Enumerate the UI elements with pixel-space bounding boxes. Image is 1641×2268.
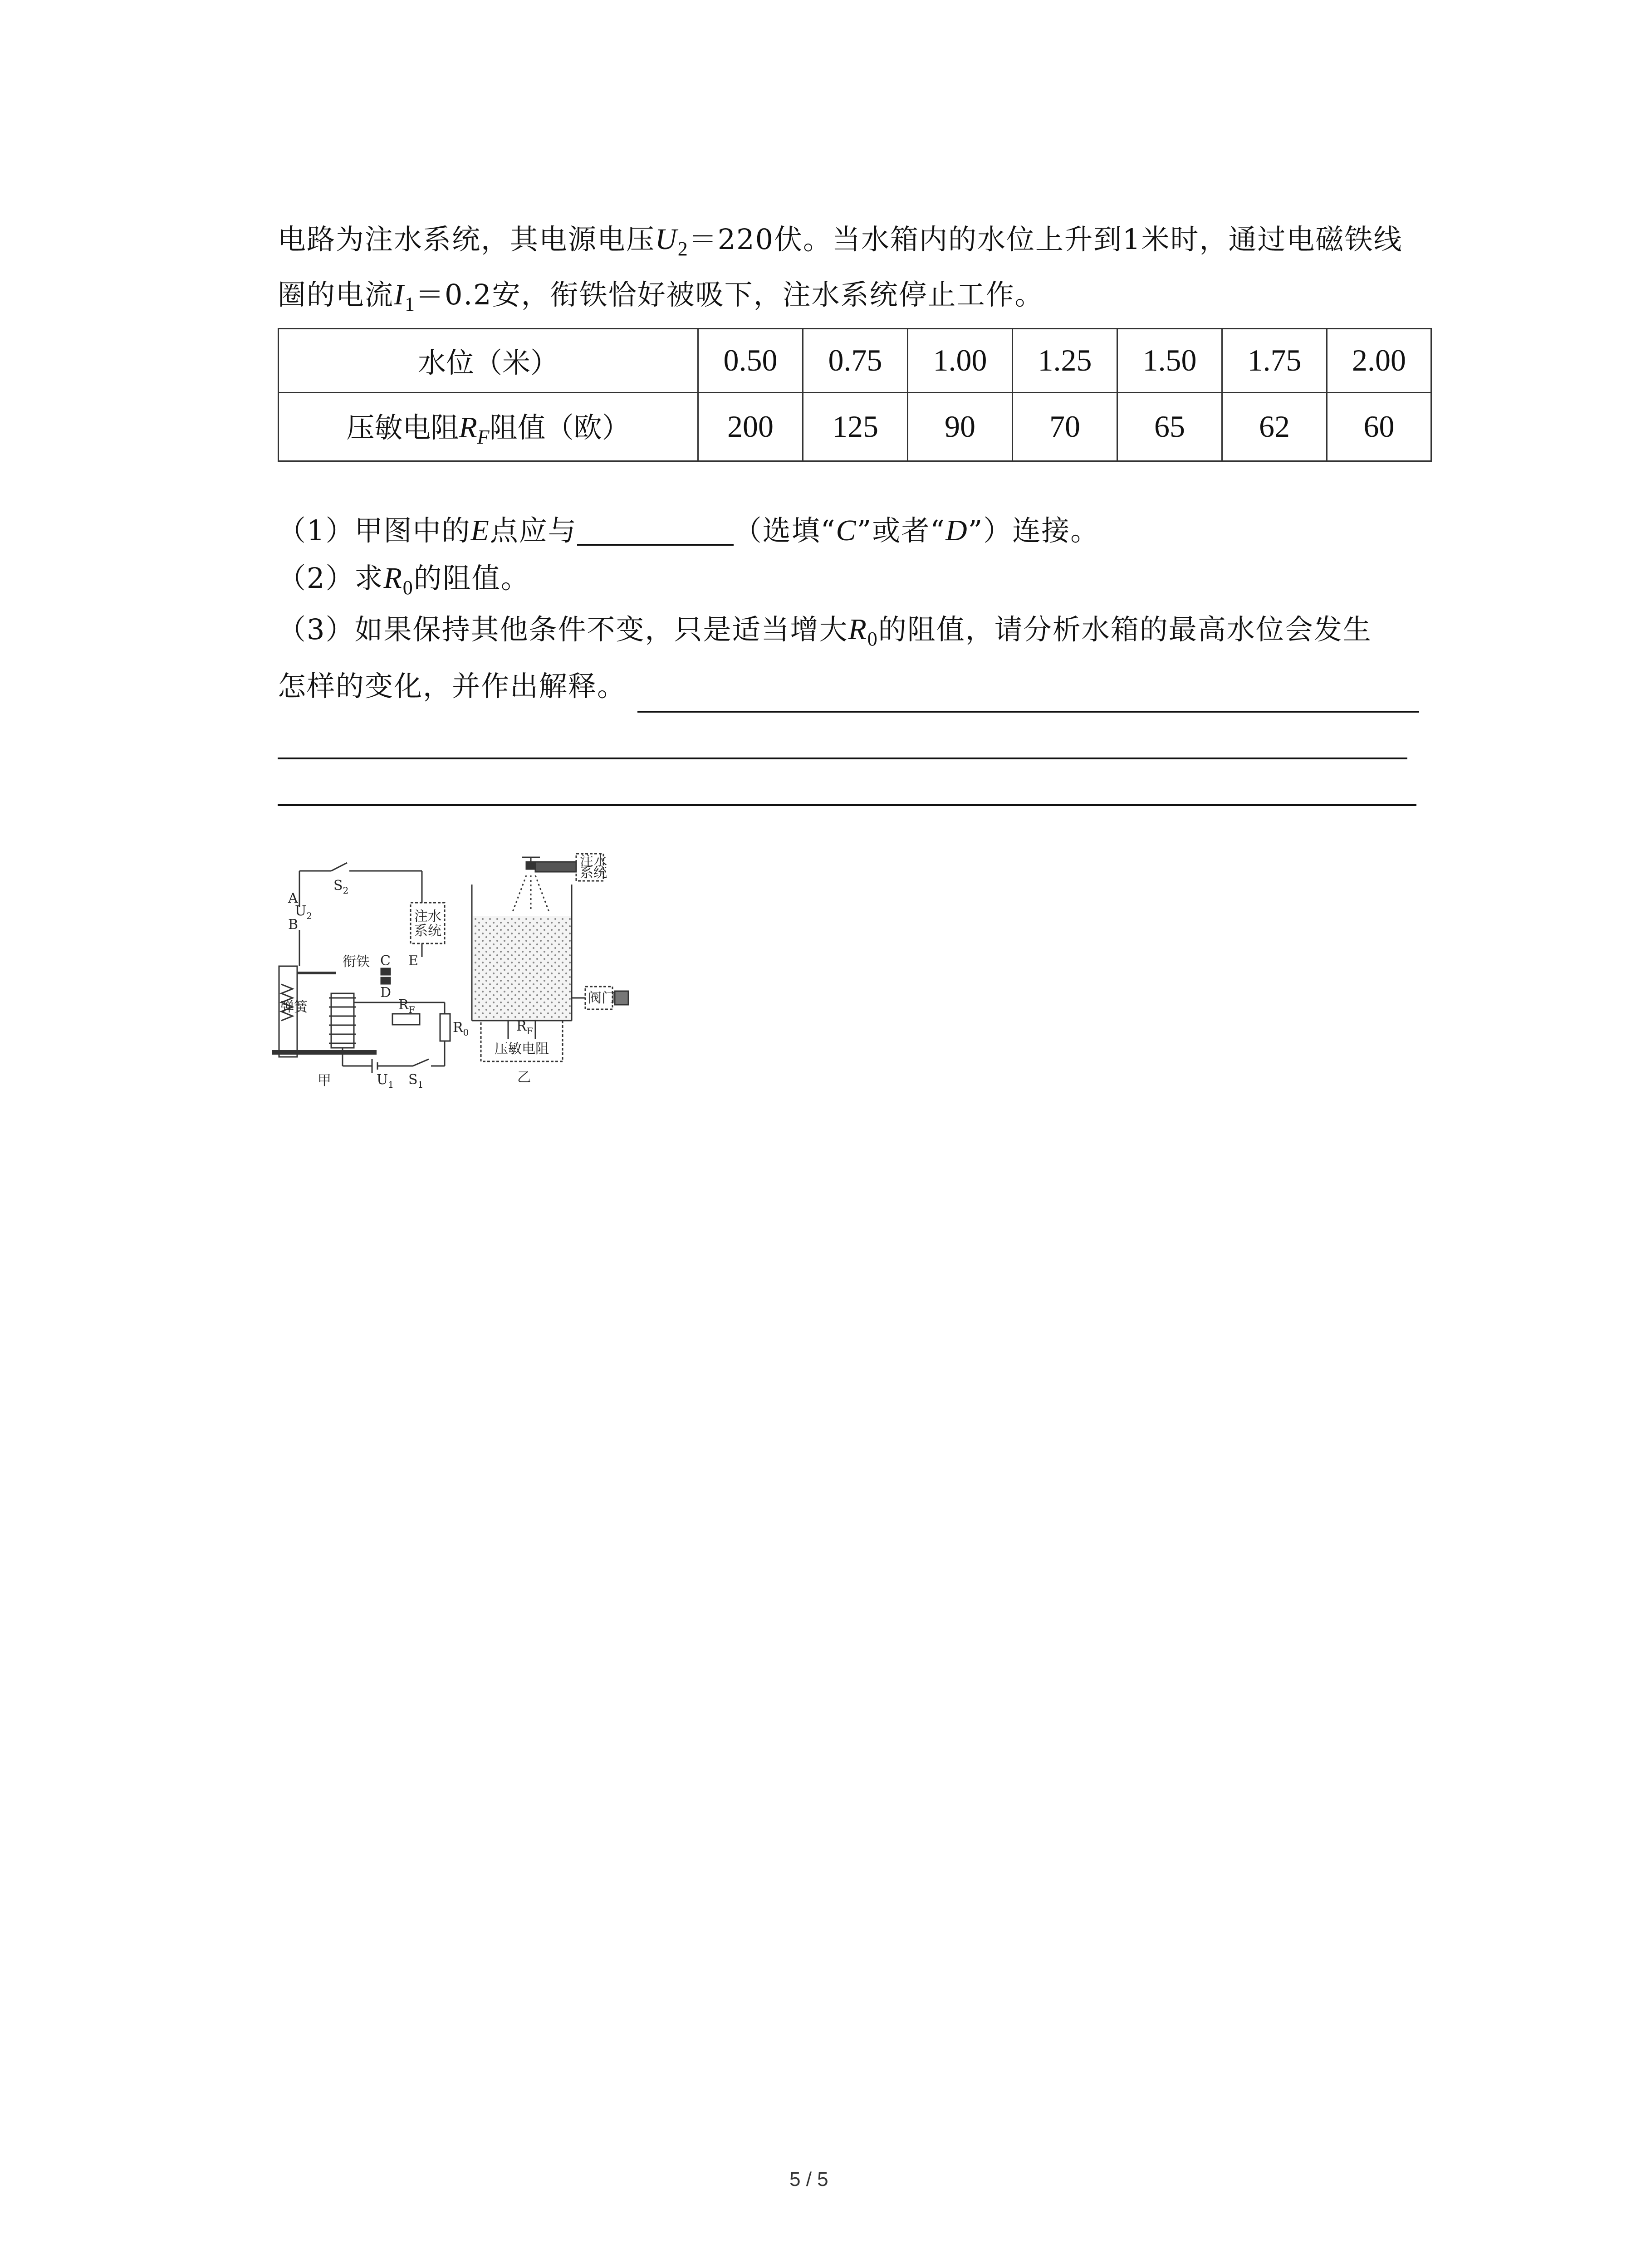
water-level-table [278,328,1432,462]
intro-text: 圈的电流 [278,278,394,311]
label-S2: $S_2$ [333,878,349,896]
caption-yi: 乙 [517,1070,531,1085]
current-symbol: $I_1$ [394,278,416,315]
answer-line-1[interactable] [637,711,1419,713]
table-cell: 62 [1222,392,1327,461]
label-C: C [380,953,391,969]
label-B: B [288,917,299,933]
label-system-1: 注水 [414,909,441,924]
label-E: E [408,953,418,969]
table-header-resistance: 压敏电阻$R_F$阻值（欧） [279,392,698,461]
intro-text: 电路为注水系统，其电源电压 [278,223,656,256]
label-spring: 弹簧 [280,999,308,1015]
table-cell: 2.00 [1327,329,1431,393]
table-cell: 1.25 [1013,329,1117,393]
label-R0: $R_0$ [453,1020,469,1038]
label-armature: 衔铁 [343,954,370,970]
question-1: （1）甲图中的E点应与 （选填“C”或者“D”）连接。 [278,514,1100,547]
label-valve: 阀门 [588,990,615,1006]
table-cell: 1.00 [908,329,1013,393]
label-S1: $S_1$ [408,1072,424,1089]
intro-line-2 [278,274,1044,325]
label-sensor: 压敏电阻 [495,1041,549,1057]
intro-text: ＝220伏。当水箱内的水位上升到1米时，通过电磁铁线 [688,223,1403,256]
question-3: （3）如果保持其他条件不变，只是适当增大$R_0$的阻值，请分析水箱的最高水位会发生 [278,613,1372,650]
label-U1: $U_1$ [377,1072,394,1089]
tank-diagram [463,848,653,1093]
label-system-2: 系统 [580,865,607,881]
label-RF: $R_F$ [398,997,415,1015]
table-cell: 200 [698,392,803,461]
intro-line-1 [278,219,1402,269]
intro-text: ＝0.2安，衔铁恰好被吸下，注水系统停止工作。 [416,278,1044,311]
label-D: D [380,985,392,1001]
answer-line-2[interactable] [278,758,1407,759]
question-2: （2）求$R_0$的阻值。 [278,562,530,599]
table-cell: 65 [1117,392,1222,461]
table-cell: 1.50 [1117,329,1222,393]
answer-line-3[interactable] [278,804,1416,806]
page-number: 5 / 5 [789,2168,828,2190]
voltage-symbol: $U_2$ [655,223,689,260]
label-RF: $R_F$ [516,1018,533,1036]
label-A: A [288,890,298,906]
water-fill [473,916,571,1020]
label-system-1: 注水 [580,853,607,869]
caption-jia: 甲 [318,1073,331,1089]
table-row [279,392,1431,461]
label-U2: $U_2$ [295,903,313,921]
table-cell: 125 [803,392,908,461]
table-cell: 0.50 [698,329,803,393]
table-cell: 90 [908,392,1013,461]
table-cell: 1.75 [1222,329,1327,393]
label-system-2: 系统 [414,923,441,939]
table-cell: 70 [1013,392,1117,461]
table-cell: 0.75 [803,329,908,393]
answer-blank-1[interactable] [577,514,734,546]
table-cell: 60 [1327,392,1431,461]
table-header-water-level: 水位（米） [279,329,698,393]
question-3-line-2: 怎样的变化，并作出解释。 [278,670,627,703]
table-row [279,329,1431,393]
